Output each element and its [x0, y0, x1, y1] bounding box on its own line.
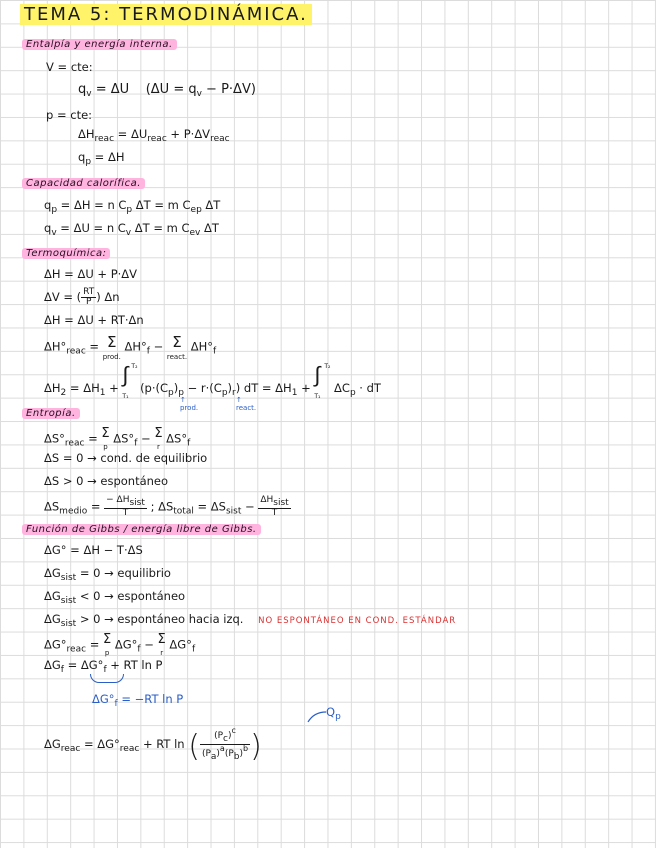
- section-header-thermochemistry: Termoquímica:: [22, 246, 110, 259]
- eq-dg-equilibrium: $\Delta G_{sist} = 0$ → equilibrio: [44, 566, 171, 583]
- eq-ds-zero: ΔS = 0 → cond. de equilibrio: [44, 451, 208, 465]
- label-v-cte: V = cte:: [46, 60, 93, 74]
- eq-dg-rt-lnp: $\Delta G^\circ_f = -RT$ ln P: [92, 692, 184, 709]
- eq-qp-heat: $q_p = \Delta H = n$ $C_p$ ΔT = m $C_{ep}$ ΔT: [44, 198, 221, 215]
- section-header-enthalpy: Entalpía y energía interna.: [22, 37, 177, 50]
- eq-ds-positive: ΔS > 0 → espontáneo: [44, 474, 169, 488]
- eq-dg-reac-sum: $\Delta G^\circ_{reac} = \Sigma$ p $\Delta G^\circ_f - \Sigma$ r $\Delta G^\circ_f$: [44, 632, 196, 657]
- label-qp: $Q_p$: [326, 705, 341, 722]
- eq-dg-formation: $\Delta G_f = \Delta G^\circ_f$ + RT ln P: [44, 658, 163, 675]
- eq-dh-reac: $\Delta H_{reac} = \Delta U_{reac} + P\cdot\Delta V_{reac}$: [78, 127, 230, 144]
- eq-dg-nonspontaneous: $\Delta G_{sist} > 0$ → espontáneo hacia izq. NO ESPONTÁNEO EN COND. ESTÁNDAR: [44, 612, 457, 629]
- eq-dh-rt-dn: ΔH = ΔU + RT·Δn: [44, 313, 144, 327]
- page-title: TEMA 5: TERMODINÁMICA.: [20, 5, 312, 25]
- eq-kirchhoff: $\Delta H_2 = \Delta H_1$ + ∫ T₂ T₁ $(p\cdot(C_p)_p - r\cdot(C_p)_r)$ dT = $\Delta H_1$ + ∫ T₂ T₁ $\Delta C_p$ · dT: [44, 363, 381, 400]
- eq-dg-spontaneous: $\Delta G_{sist} < 0$ → espontáneo: [44, 589, 186, 606]
- label-react-arrow: ↑ react.: [236, 396, 257, 412]
- eq-ds-medio-total: $\Delta S_{medio}$ = $\frac{\text{− ΔHsist}}{T}$ ; $\Delta S_{total} = \Delta S_{sist}$ − $\frac{\text{ΔHsist}}{T}$: [44, 495, 289, 518]
- blue-brace: [90, 674, 124, 683]
- eq-dv-rt: ΔV = ( $\frac{RT}{P}$ ) Δn: [44, 287, 120, 307]
- eq-ds-reac: $\Delta S^\circ_{reac} = \Sigma$ p $\Delta S^\circ_f - \Sigma$ r $\Delta S^\circ_f$: [44, 426, 191, 451]
- section-header-entropy: Entropía.: [22, 406, 80, 419]
- section-header-heat-capacity: Capacidad calorífica.: [22, 176, 145, 189]
- eq-dg-reac-qp: $\Delta G_{reac} = \Delta G^\circ_{reac}$ + RT ln ( $\frac{(Pc)c}{(Pa)a(Pb)b}$ ): [44, 726, 262, 764]
- eq-dh-du-pdv: ΔH = ΔU + P·ΔV: [44, 267, 138, 281]
- eq-qp: $q_p = \Delta H$: [78, 150, 125, 167]
- label-p-cte: p = cte:: [46, 108, 93, 122]
- section-header-gibbs: Función de Gibbs / energía libre de Gibbs.: [22, 522, 261, 535]
- eq-dh-reac-sum: $\Delta H^\circ_{reac} = \Sigma$ prod. $\Delta H^\circ_f - \Sigma$ react. $\Delta H^\circ_f$: [44, 333, 217, 361]
- eq-dg-standard: ΔG° = ΔH − T·ΔS: [44, 543, 143, 557]
- label-prod-arrow: ↑ prod.: [180, 396, 199, 412]
- eq-qv: $q_v = \Delta U$ $(\Delta U = q_v - P\cdot\Delta V)$: [78, 82, 256, 99]
- note-non-spontaneous: NO ESPONTÁNEO EN COND. ESTÁNDAR: [258, 616, 457, 626]
- eq-qv-heat: $q_v = \Delta U = n$ $C_v$ ΔT = m $C_{ev}$ ΔT: [44, 221, 219, 238]
